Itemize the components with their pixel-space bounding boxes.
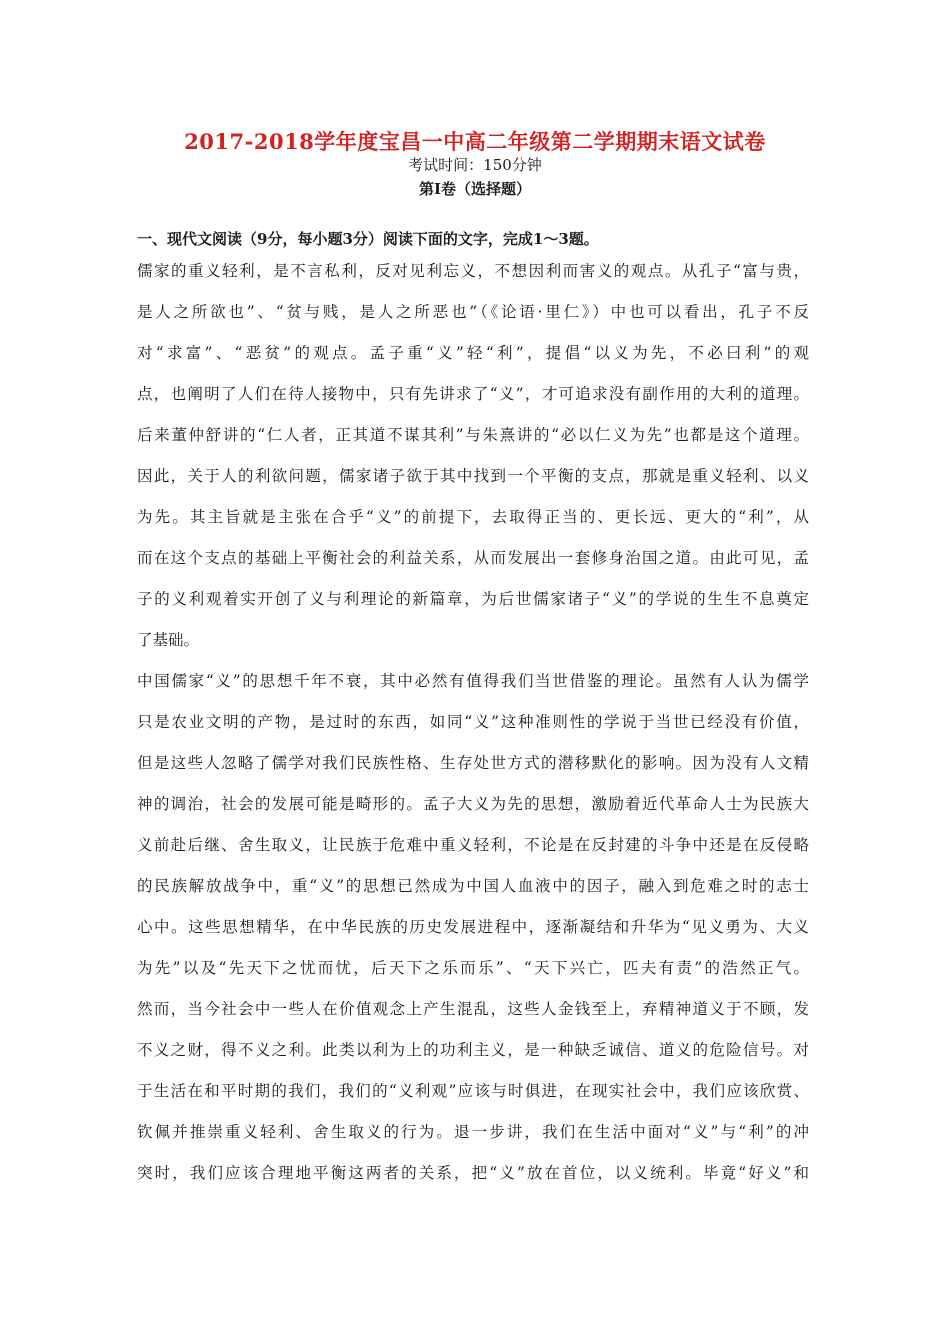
text-line: 为先。其主旨就是主张在合乎“义”的前提下，去取得正当的、更长远、更大的“利”，从 [137, 508, 809, 526]
text-line: 于生活在和平时期的我们，我们的“义利观”应该与时俱进，在现实社会中，我们应该欣赏、 [137, 1082, 809, 1100]
text-line: 突时，我们应该合理地平衡这两者的关系，把“义”放在首位，以义统利。毕竟“好义”和 [137, 1164, 809, 1182]
text-line: 而在这个支点的基础上平衡社会的利益关系，从而发展出一套修身治国之道。由此可见，孟 [137, 549, 809, 567]
text-line: 只是农业文明的产物，是过时的东西，如同“义”这种准则性的学说于当世已经没有价值， [137, 713, 809, 731]
text-line: 钦佩并推崇重义轻利、舍生取义的行为。退一步讲，我们在生活中面对“义”与“利”的冲 [137, 1123, 809, 1141]
text-line: 然而，当今社会中一些人在价值观念上产生混乱，这些人金钱至上，弃精神道义于不顾，发 [137, 1000, 809, 1018]
text-line: 义前赴后继、舍生取义，让民族于危难中重义轻利，不论是在反封建的斗争中还是在反侵略 [137, 836, 809, 854]
text-line: 因此，关于人的利欲问题，儒家诸子欲于其中找到一个平衡的支点，那就是重义轻利、以义 [137, 467, 809, 485]
text-line: 不义之财，得不义之利。此类以利为上的功利主义，是一种缺乏诚信、道义的危险信号。对 [137, 1041, 809, 1059]
text-line: 对“求富”、“恶贫”的观点。孟子重“义”轻“利”，提倡“以义为先，不必曰利”的观 [137, 344, 809, 362]
exam-time: 考试时间：150分钟 [408, 156, 542, 174]
text-line: 是人之所欲也”、“贫与贱，是人之所恶也”（《论语·里仁》）中也可以看出，孔子不反 [137, 303, 809, 321]
text-line: 子的义利观着实开创了义与利理论的新篇章，为后世儒家诸子“义”的学说的生生不息奠定 [137, 590, 809, 608]
text-line: 为先”以及“先天下之忧而忧，后天下之乐而乐”、“天下兴亡，匹夫有责”的浩然正气。 [137, 959, 809, 977]
text-line: 点，也阐明了人们在待人接物中，只有先讲求了“义”，才可追求没有副作用的大利的道理。 [137, 385, 809, 403]
text-line: 了基础。 [137, 631, 200, 649]
text-line: 但是这些人忽略了儒学对我们民族性格、生存处世方式的潜移默化的影响。因为没有人文精 [137, 754, 809, 772]
section-heading: 一、现代文阅读（9分，每小题3分）阅读下面的文字，完成1～3题。 [137, 230, 599, 248]
text-line: 后来董仲舒讲的“仁人者，正其道不谋其利”与朱熹讲的“必以仁义为先”也都是这个道理。 [137, 426, 809, 444]
text-line: 儒家的重义轻利，是不言私利，反对见利忘义，不想因利而害义的观点。从孔子“富与贵， [137, 262, 809, 280]
text-line: 的民族解放战争中，重“义”的思想已然成为中国人血液中的因子，融入到危难之时的志士 [137, 877, 809, 895]
text-line: 神的调治，社会的发展可能是畸形的。孟子大义为先的思想，激励着近代革命人士为民族大 [137, 795, 809, 813]
volume-heading: 第Ⅰ卷（选择题） [418, 180, 532, 198]
text-line: 心中。这些思想精华，在中华民族的历史发展进程中，逐渐凝结和升华为“见义勇为、大义 [137, 918, 809, 936]
text-line: 中国儒家“义”的思想千年不衰，其中必然有值得我们当世借鉴的理论。虽然有人认为儒学 [137, 672, 809, 690]
document-title: 2017-2018学年度宝昌一中高二年级第二学期期末语文试卷 [184, 129, 766, 154]
